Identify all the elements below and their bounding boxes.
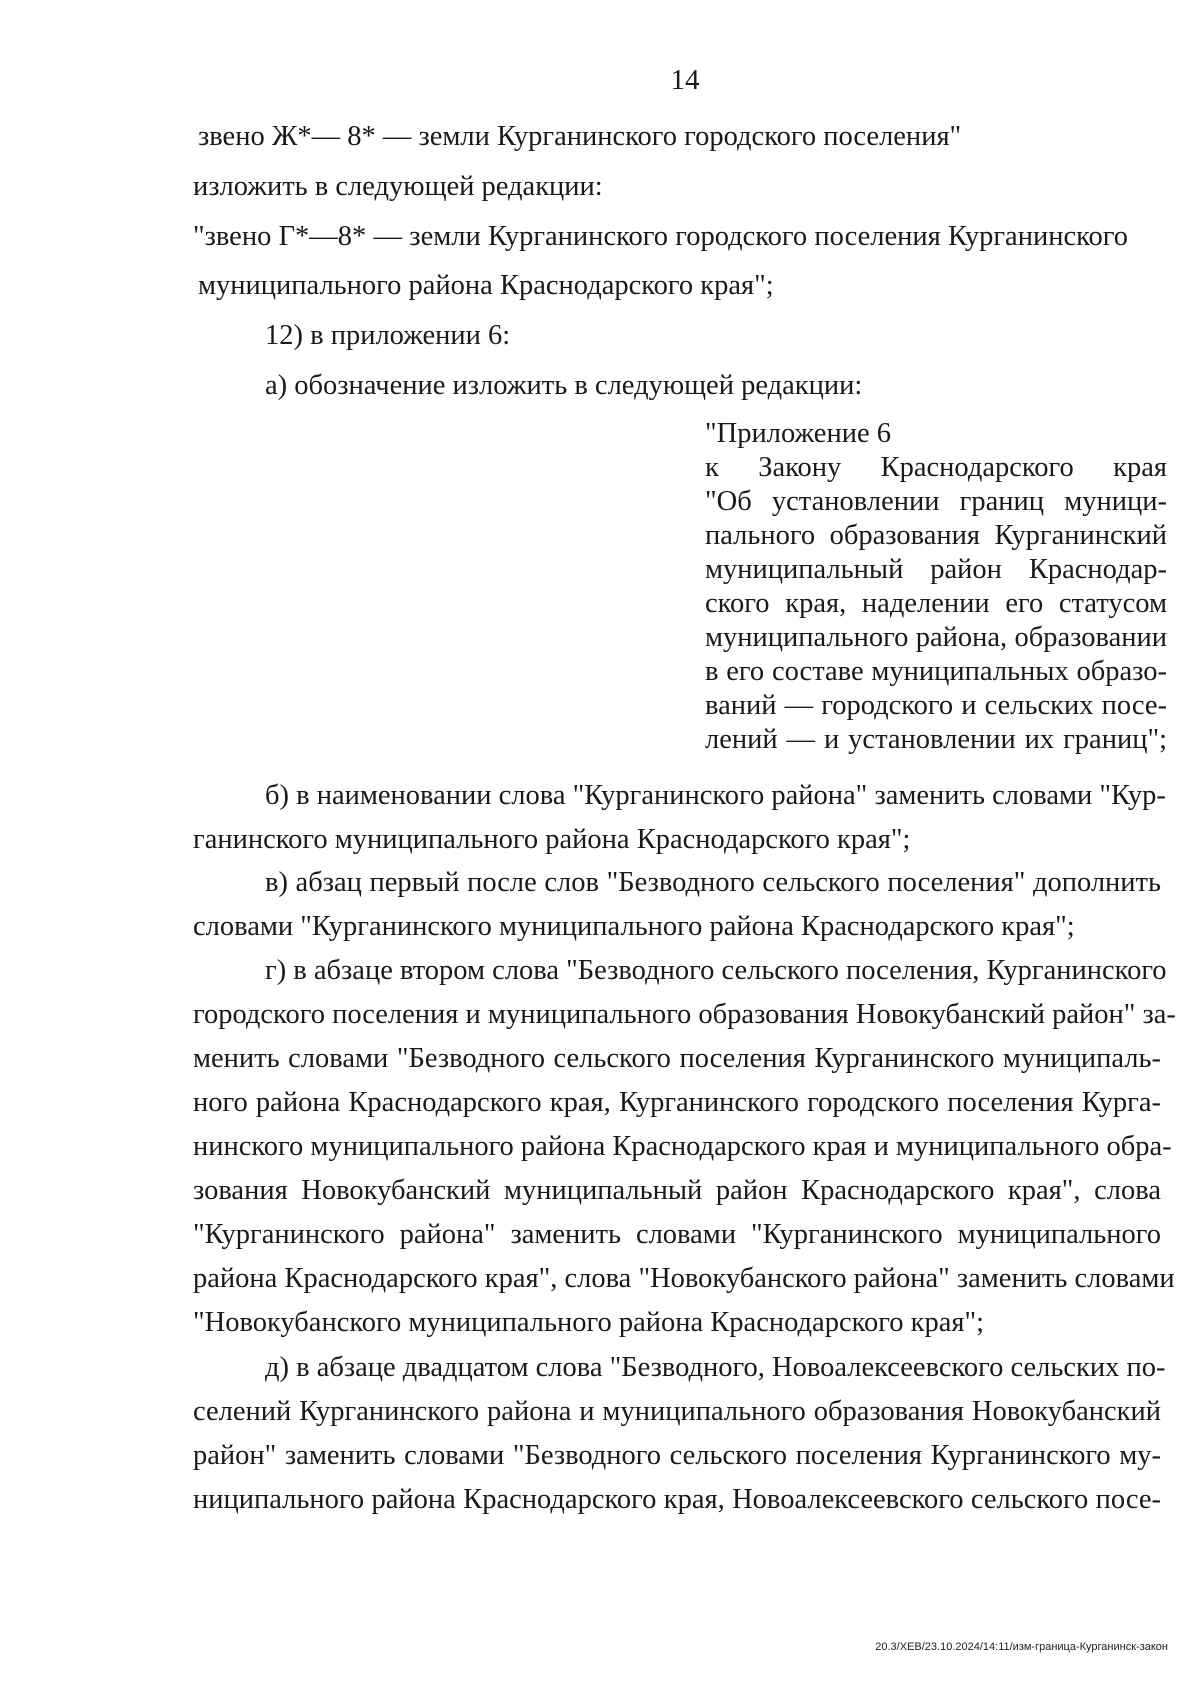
text-line: б) в наименовании слова "Курганинского района" заменить словами "Кур-: [265, 780, 1166, 811]
text-line: городского поселения и муниципального образования Новокубанский район" за-: [193, 999, 1176, 1030]
text-line: ниципального района Краснодарского края, Новоалексеевского сельского посе-: [193, 1484, 1161, 1515]
text-line: "Курганинского района" заменить словами "Курганинского муниципального: [193, 1219, 1161, 1250]
appendix-line: "Приложение 6: [705, 418, 891, 449]
page-number: 14: [670, 64, 700, 96]
text-line: в) абзац первый после слов "Безводного сельского поселения" дополнить: [265, 867, 1161, 898]
appendix-line: лений — и установлении их границ";: [705, 724, 1167, 755]
appendix-line: ского края, наделении его статусом: [705, 588, 1167, 619]
text-line: муниципального района Краснодарского края";: [198, 270, 774, 301]
text-line: "звено Г*—8* — земли Курганинского городского поселения Курганинского: [193, 221, 1128, 252]
text-line: нинского муниципального района Краснодарского края и муниципального обра-: [193, 1131, 1172, 1162]
text-line: ного района Краснодарского края, Курганинского городского поселения Курга-: [193, 1087, 1161, 1118]
text-line: "Новокубанского муниципального района Краснодарского края";: [193, 1307, 985, 1338]
text-line: изложить в следующей редакции:: [193, 171, 603, 202]
text-line: ганинского муниципального района Краснодарского края";: [193, 824, 911, 855]
appendix-line: муниципального района, образовании: [705, 622, 1167, 653]
text-line: район" заменить словами "Безводного сельского поселения Курганинского му-: [193, 1440, 1161, 1471]
text-line: д) в абзаце двадцатом слова "Безводного, Новоалексеевского сельских по-: [265, 1352, 1166, 1383]
text-line: 12) в приложении 6:: [265, 320, 511, 351]
text-line: района Краснодарского края", слова "Новокубанского района" заменить словами: [193, 1263, 1175, 1294]
text-line: менить словами "Безводного сельского поселения Курганинского муниципаль-: [193, 1043, 1161, 1074]
text-line: словами "Курганинского муниципального района Краснодарского края";: [193, 911, 1075, 942]
document-footer: 20.3/ХЕВ/23.10.2024/14:11/изм-граница-Курганинск-закон: [875, 1641, 1168, 1653]
text-line: г) в абзаце втором слова "Безводного сельского поселения, Курганинского: [265, 955, 1167, 986]
appendix-line: в его составе муниципальных образо-: [705, 656, 1167, 687]
appendix-line: муниципальный район Краснодар-: [705, 554, 1167, 585]
text-line: звено Ж*— 8* — земли Курганинского городского поселения": [198, 121, 962, 152]
appendix-line: ваний — городского и сельских посе-: [705, 690, 1167, 721]
text-line: а) обозначение изложить в следующей редакции:: [265, 370, 863, 401]
appendix-line: пального образования Курганинский: [705, 520, 1167, 551]
appendix-block: [705, 417, 1167, 757]
appendix-line: к Закону Краснодарского края: [705, 452, 1167, 483]
text-line: зования Новокубанский муниципальный район Краснодарского края", слова: [193, 1175, 1161, 1206]
appendix-line: "Об установлении границ муници-: [705, 486, 1167, 517]
text-line: селений Курганинского района и муниципального образования Новокубанский: [193, 1396, 1161, 1427]
